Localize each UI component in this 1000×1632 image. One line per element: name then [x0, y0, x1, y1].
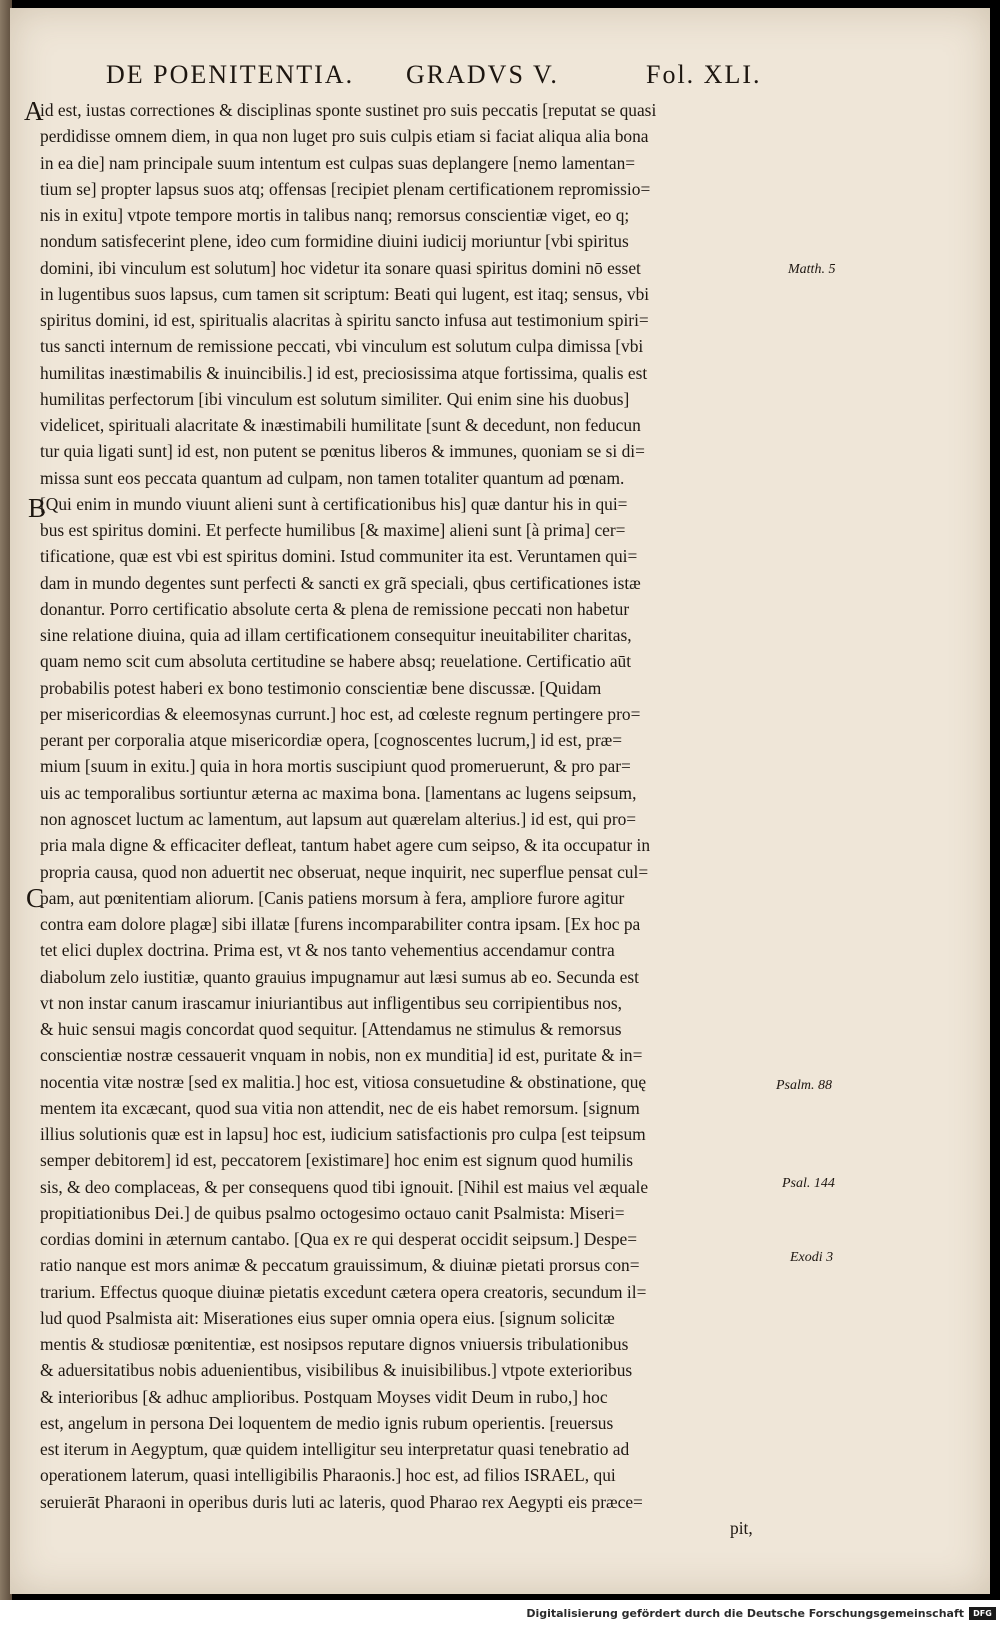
text-line: mentem ita excæcant, quod sua vitia non attendit, nec de eis habet remorsum. [signum: [40, 1097, 640, 1118]
section-marker-b: B: [28, 493, 47, 523]
text-line: tus sancti internum de remissione peccati, vbi vinculum est solutum culpa dimissa [vbi: [40, 336, 644, 357]
text-line: seruierāt Pharaoni in operibus duris luti ac lateris, quod Pharao rex Aegypti eis præce=: [40, 1491, 643, 1512]
text-line: est iterum in Aegyptum, quæ quidem intelligitur seu interpretatur quasi tenebratio ad: [40, 1439, 630, 1460]
text-line: illius solutionis quæ est in lapsu] hoc est, iudicium satisfactionis pro culpa [est teipsum: [40, 1124, 646, 1145]
text-line: diabolum zelo iustitiæ, quanto grauius impugnamur aut læsi sumus ab eo. Secunda est: [40, 966, 639, 987]
text-line: dam in mundo degentes sunt perfecti & sancti ex grã speciali, qbus certificationes istæ: [40, 572, 641, 593]
margin-note-psal-144: Psal. 144: [782, 1176, 835, 1191]
text-line: missa sunt eos peccata quantum ad culpam, non tamen totaliter quantum ad pœnam.: [40, 467, 625, 488]
text-line: & aduersitatibus nobis aduenientibus, visibilibus & inuisibilibus.] vtpote exterioribus: [40, 1360, 633, 1381]
dfg-logo: DFG: [969, 1607, 996, 1620]
text-line: in ea die] nam principale suum intentum est culpas suas deplangere [nemo lamentan=: [40, 152, 636, 173]
text-line: spiritus domini, id est, spiritualis alacritas à spiritu sancto infusa aut testimonium spiri=: [40, 310, 649, 331]
text-line: humilitas perfectorum [ibi vinculum est solutum similiter. Qui enim sine his duobus]: [40, 388, 630, 409]
text-line: semper debitorem] id est, peccatorem [existimare] hoc enim est signum quod humilis: [40, 1150, 634, 1171]
text-line: domini, ibi vinculum est solutum] hoc videtur ita sonare quasi spiritus domini nō esset: [40, 257, 641, 278]
text-line: perant per corporalia atque misericordiæ opera, [cognoscentes lucrum,] id est, præ=: [40, 730, 623, 751]
text-line: sis, & deo complaceas, & per consequens quod tibi ignouit. [Nihil est maius vel æquale: [40, 1176, 649, 1197]
text-line: propitiationibus Dei.] de quibus psalmo octogesimo octauo canit Psalmista: Miseri=: [40, 1202, 625, 1223]
margin-note-psalm-88: Psalm. 88: [776, 1078, 832, 1093]
text-line: tet elici duplex doctrina. Prima est, vt & nos tanto vehementius accendamur contra: [40, 940, 615, 961]
text-line: tificatione, quæ est vbi est spiritus domini. Istud communiter ita est. Veruntamen qui=: [40, 546, 638, 567]
text-line: quam nemo scit cum absoluta certitudine se habere absq; reuelatione. Certificatio aūt: [40, 651, 632, 672]
text-line: videlicet, spirituali alacritate & inæstimabili humilitate [sunt & decedunt, non feducun: [40, 415, 641, 436]
header-title: DE POENITENTIA.: [106, 60, 355, 89]
text-line: donantur. Porro certificatio absolute certa & plena de remissione peccati non habetur: [40, 598, 630, 619]
footer-bar: [0, 1600, 1000, 1632]
book-page: [10, 8, 990, 1594]
text-line: est, angelum in persona Dei loquentem de medio ignis rubum operientis. [reuersus: [40, 1412, 614, 1433]
funding-credit: Digitalisierung gefördert durch die Deutsche Forschungsgemeinschaft: [526, 1607, 964, 1620]
text-line: per misericordias & eleemosynas currunt.] hoc est, ad cœleste regnum pertingere pro=: [40, 703, 641, 724]
folio-number: Fol. XLI.: [646, 60, 762, 89]
text-line: & interioribus [& adhuc amplioribus. Postquam Moyses vidit Deum in rubo,] hoc: [40, 1386, 608, 1407]
text-line: uis ac temporalibus sortiuntur æterna ac maxima bona. [lamentans ac lugens seipsum,: [40, 782, 637, 803]
text-line: & huic sensui magis concordat quod sequitur. [Attendamus ne stimulus & remorsus: [40, 1019, 622, 1040]
text-line: non agnoscet luctum ac lamentum, aut lapsum aut quærelam alterius.] id est, qui pro=: [40, 809, 637, 829]
text-line: vt non instar canum irascamur iniuriantibus aut infligentibus seu corripientibus nos,: [40, 992, 622, 1013]
text-line: bus est spiritus domini. Et perfecte humilibus [& maxime] alieni sunt [à prima] cer=: [40, 520, 626, 541]
text-line: pria mala digne & efficaciter defleat, tantum habet agere cum seipso, & ita occupatur in: [40, 835, 651, 856]
text-line: tur quia ligati sunt] id est, non putent se pœnitus liberos & immunes, quoniam se si di=: [40, 441, 645, 462]
section-marker-a: A: [24, 96, 44, 126]
text-line: ratio nanque est mors animæ & peccatum grauissimum, & diuinæ pietati prorsus con=: [40, 1255, 640, 1276]
text-line: conscientiæ nostræ cessauerit vnquam in nobis, non ex munditia] id est, puritate & in=: [40, 1045, 643, 1066]
section-marker-c: C: [26, 883, 45, 913]
text-line: nis in exitu] vtpote tempore mortis in talibus nanq; remorsus conscientiæ viget, eo q;: [40, 205, 630, 226]
text-line: pam, aut pœnitentiam aliorum. [Canis patiens morsum à fera, ampliore furore agitur: [40, 887, 625, 908]
text-line: tium se] propter lapsus suos atq; offensas [recipiet plenam certificationem repromissio=: [40, 178, 651, 199]
margin-note-matth: Matth. 5: [788, 262, 836, 277]
text-line: trarium. Effectus quoque diuinæ pietatis excedunt cætera opera creatoris, secundum il=: [40, 1281, 647, 1302]
text-line: nondum satisfecerint plene, ideo cum formidine diuini iudicij moriuntur [vbi spiritus: [40, 231, 629, 252]
text-line: cordias domini in æternum cantabo. [Qua ex re qui desperat occidit seipsum.] Despe=: [40, 1229, 638, 1250]
header-section: GRADVS V.: [406, 60, 559, 89]
text-line: lud quod Psalmista ait: Miserationes eius super omnia opera eius. [signum solicitæ: [40, 1307, 615, 1328]
text-line: humilitas inæstimabilis & inuincibilis.] id est, preciosissima atque fortissima, qualis est: [40, 362, 648, 383]
text-line: propria causa, quod non aduertit nec obseruat, neque inquirit, nec superflue pensat cul=: [40, 861, 649, 882]
text-line: probabilis potest haberi ex bono testimonio conscientiæ bene discussæ. [Quidam: [40, 677, 602, 698]
text-line: contra eam dolore plagæ] sibi illatæ [furens incomparabiliter contra ipsam. [Ex hoc pa: [40, 914, 641, 935]
text-line: nocentia vitæ nostræ [sed ex malitia.] hoc est, vitiosa consuetudine & obstinatione, quę: [40, 1071, 647, 1092]
margin-note-exodi: Exodi 3: [790, 1250, 834, 1265]
text-line: [Qui enim in mundo viuunt alieni sunt à certificationibus his] quæ dantur his in qui=: [40, 493, 628, 514]
text-line: pit,: [730, 1518, 753, 1538]
text-line: sine relatione diuina, quia ad illam certificationem consequitur ineuitabiliter charitas,: [40, 625, 632, 646]
text-line: mentis & studiosæ pœnitentiæ, est nosipsos reputare dignos vniuersis tribulationibus: [40, 1334, 629, 1355]
running-header: [106, 60, 846, 100]
text-line: mium [suum in exitu.] quia in hora mortis suscipiunt quod promeruerunt, & pro par=: [40, 756, 631, 777]
text-line: in lugentibus suos lapsus, cum tamen sit scriptum: Beati qui lugent, est itaq; sensus, vbi: [40, 283, 650, 304]
text-line: operationem laterum, quasi intelligibilis Pharaonis.] hoc est, ad filios ISRAEL, qui: [40, 1465, 616, 1486]
text-line: id est, iustas correctiones & disciplinas sponte sustinet pro suis peccatis [reputat se quasi: [40, 100, 657, 120]
text-line: perdidisse omnem diem, in qua non luget pro suis culpis etiam si faciat aliqua alia bona: [40, 126, 649, 147]
